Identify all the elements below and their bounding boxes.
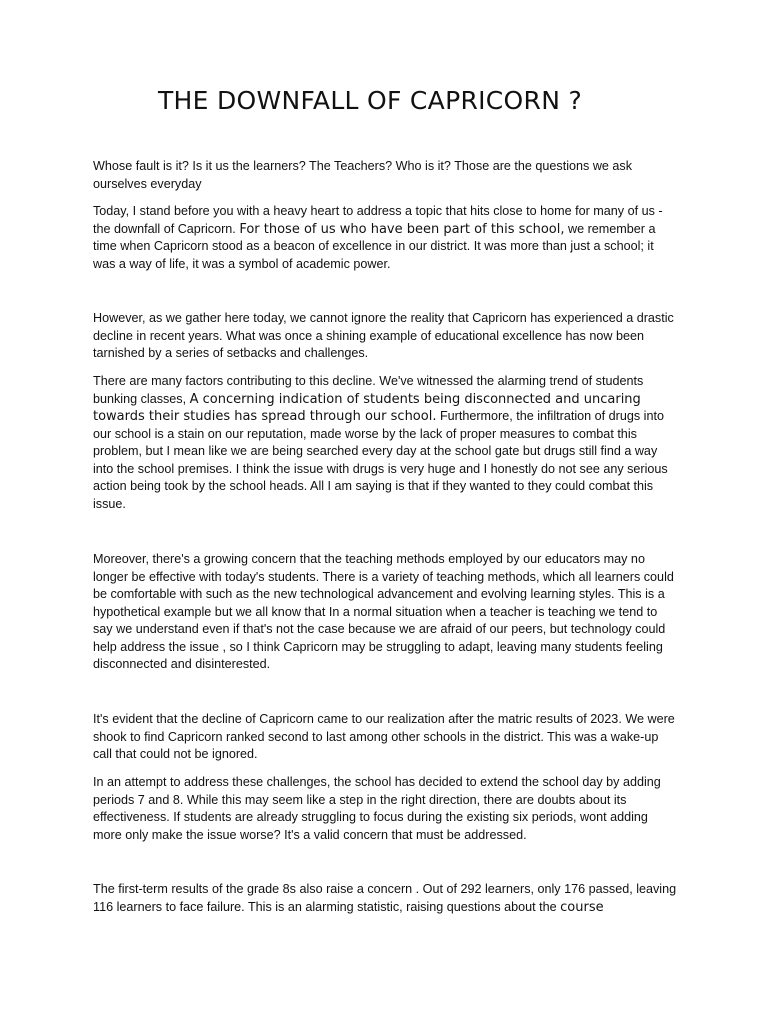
paragraph-extended-day <box>93 774 678 844</box>
paragraph-text-alt-font: course <box>560 899 604 915</box>
paragraph-text: There are many factors contributing to this decline. We've witnessed the alarming trend of students bunking classes, <box>93 374 644 406</box>
paragraph-text: The first-term results of the grade 8s also raise a concern . Out of 292 learners, only 176 passed, leaving 116 learners to face failure. This is an alarming statistic, raising questions about the <box>93 882 677 914</box>
paragraph-text: Furthermore, the infiltration of drugs into our school is a stain on our reputation, made worse by the lack of proper measures to combat this problem, but I mean like we are being searched every day at the school gate but drugs still find a way into the school premises. I think the issue with drugs is very huge and I honestly do not see any serious action being took by the school heads. All I am saying is that if they wanted to they could combat this issue. <box>93 409 668 511</box>
paragraph-opening <box>93 203 678 273</box>
paragraph-matric-results <box>93 711 678 764</box>
paragraph-text-alt-font: For those of us who have been part of this school, <box>239 221 565 237</box>
paragraph-text: Whose fault is it? Is it us the learners? The Teachers? Who is it? Those are the questions we ask ourselves everyday <box>93 159 633 191</box>
paragraph-text: It's evident that the decline of Capricorn came to our realization after the matric results of 2023. We were shook to find Capricorn ranked second to last among other schools in the district. This was a wake-up call that could not be ignored. <box>93 712 675 761</box>
paragraph-text: Moreover, there's a growing concern that the teaching methods employed by our educators may no longer be effective with today's students. There is a variety of teaching methods, which all learners could be comfortable with such as the new technological advancement and evolving learning styles. This is a hypothetical example but we all know that In a normal situation when a teacher is teaching we tend to say we understand even if that's not the case because we are afraid of our peers, but technology could help address the issue , so I think Capricorn may be struggling to adapt, leaving many students feeling disconnected and disinterested. <box>93 552 674 671</box>
paragraph-teaching-methods <box>93 551 678 674</box>
paragraph-text: we remember a time when Capricorn stood as a beacon of excellence in our district. It was more than just a school; it was a way of life, it was a symbol of academic power. <box>93 221 656 271</box>
paragraph-intro-question <box>93 158 678 193</box>
paragraph-first-term-results <box>93 881 678 916</box>
paragraph-text-alt-font: A concerning indication of students being disconnected and uncaring towards their studies has spread through our school. <box>93 391 641 424</box>
paragraph-factors <box>93 373 678 513</box>
document-title: THE DOWNFALL OF CAPRICORN ? <box>157 86 583 115</box>
paragraph-text: Today, I stand before you with a heavy heart to address a topic that hits close to home for many of us - the downfall of Capricorn. <box>93 204 663 236</box>
paragraph-text: In an attempt to address these challenges, the school has decided to extend the school day by adding periods 7 and 8. While this may seem like a step in the right direction, there are doubts about its effectiveness. If students are already struggling to focus during the existing six periods, wont adding more only make the issue worse? It's a valid concern that must be addressed. <box>93 775 661 842</box>
paragraph-decline <box>93 310 678 363</box>
paragraph-text: However, as we gather here today, we cannot ignore the reality that Capricorn has experienced a drastic decline in recent years. What was once a shining example of educational excellence has now been tarnished by a series of setbacks and challenges. <box>93 311 674 360</box>
